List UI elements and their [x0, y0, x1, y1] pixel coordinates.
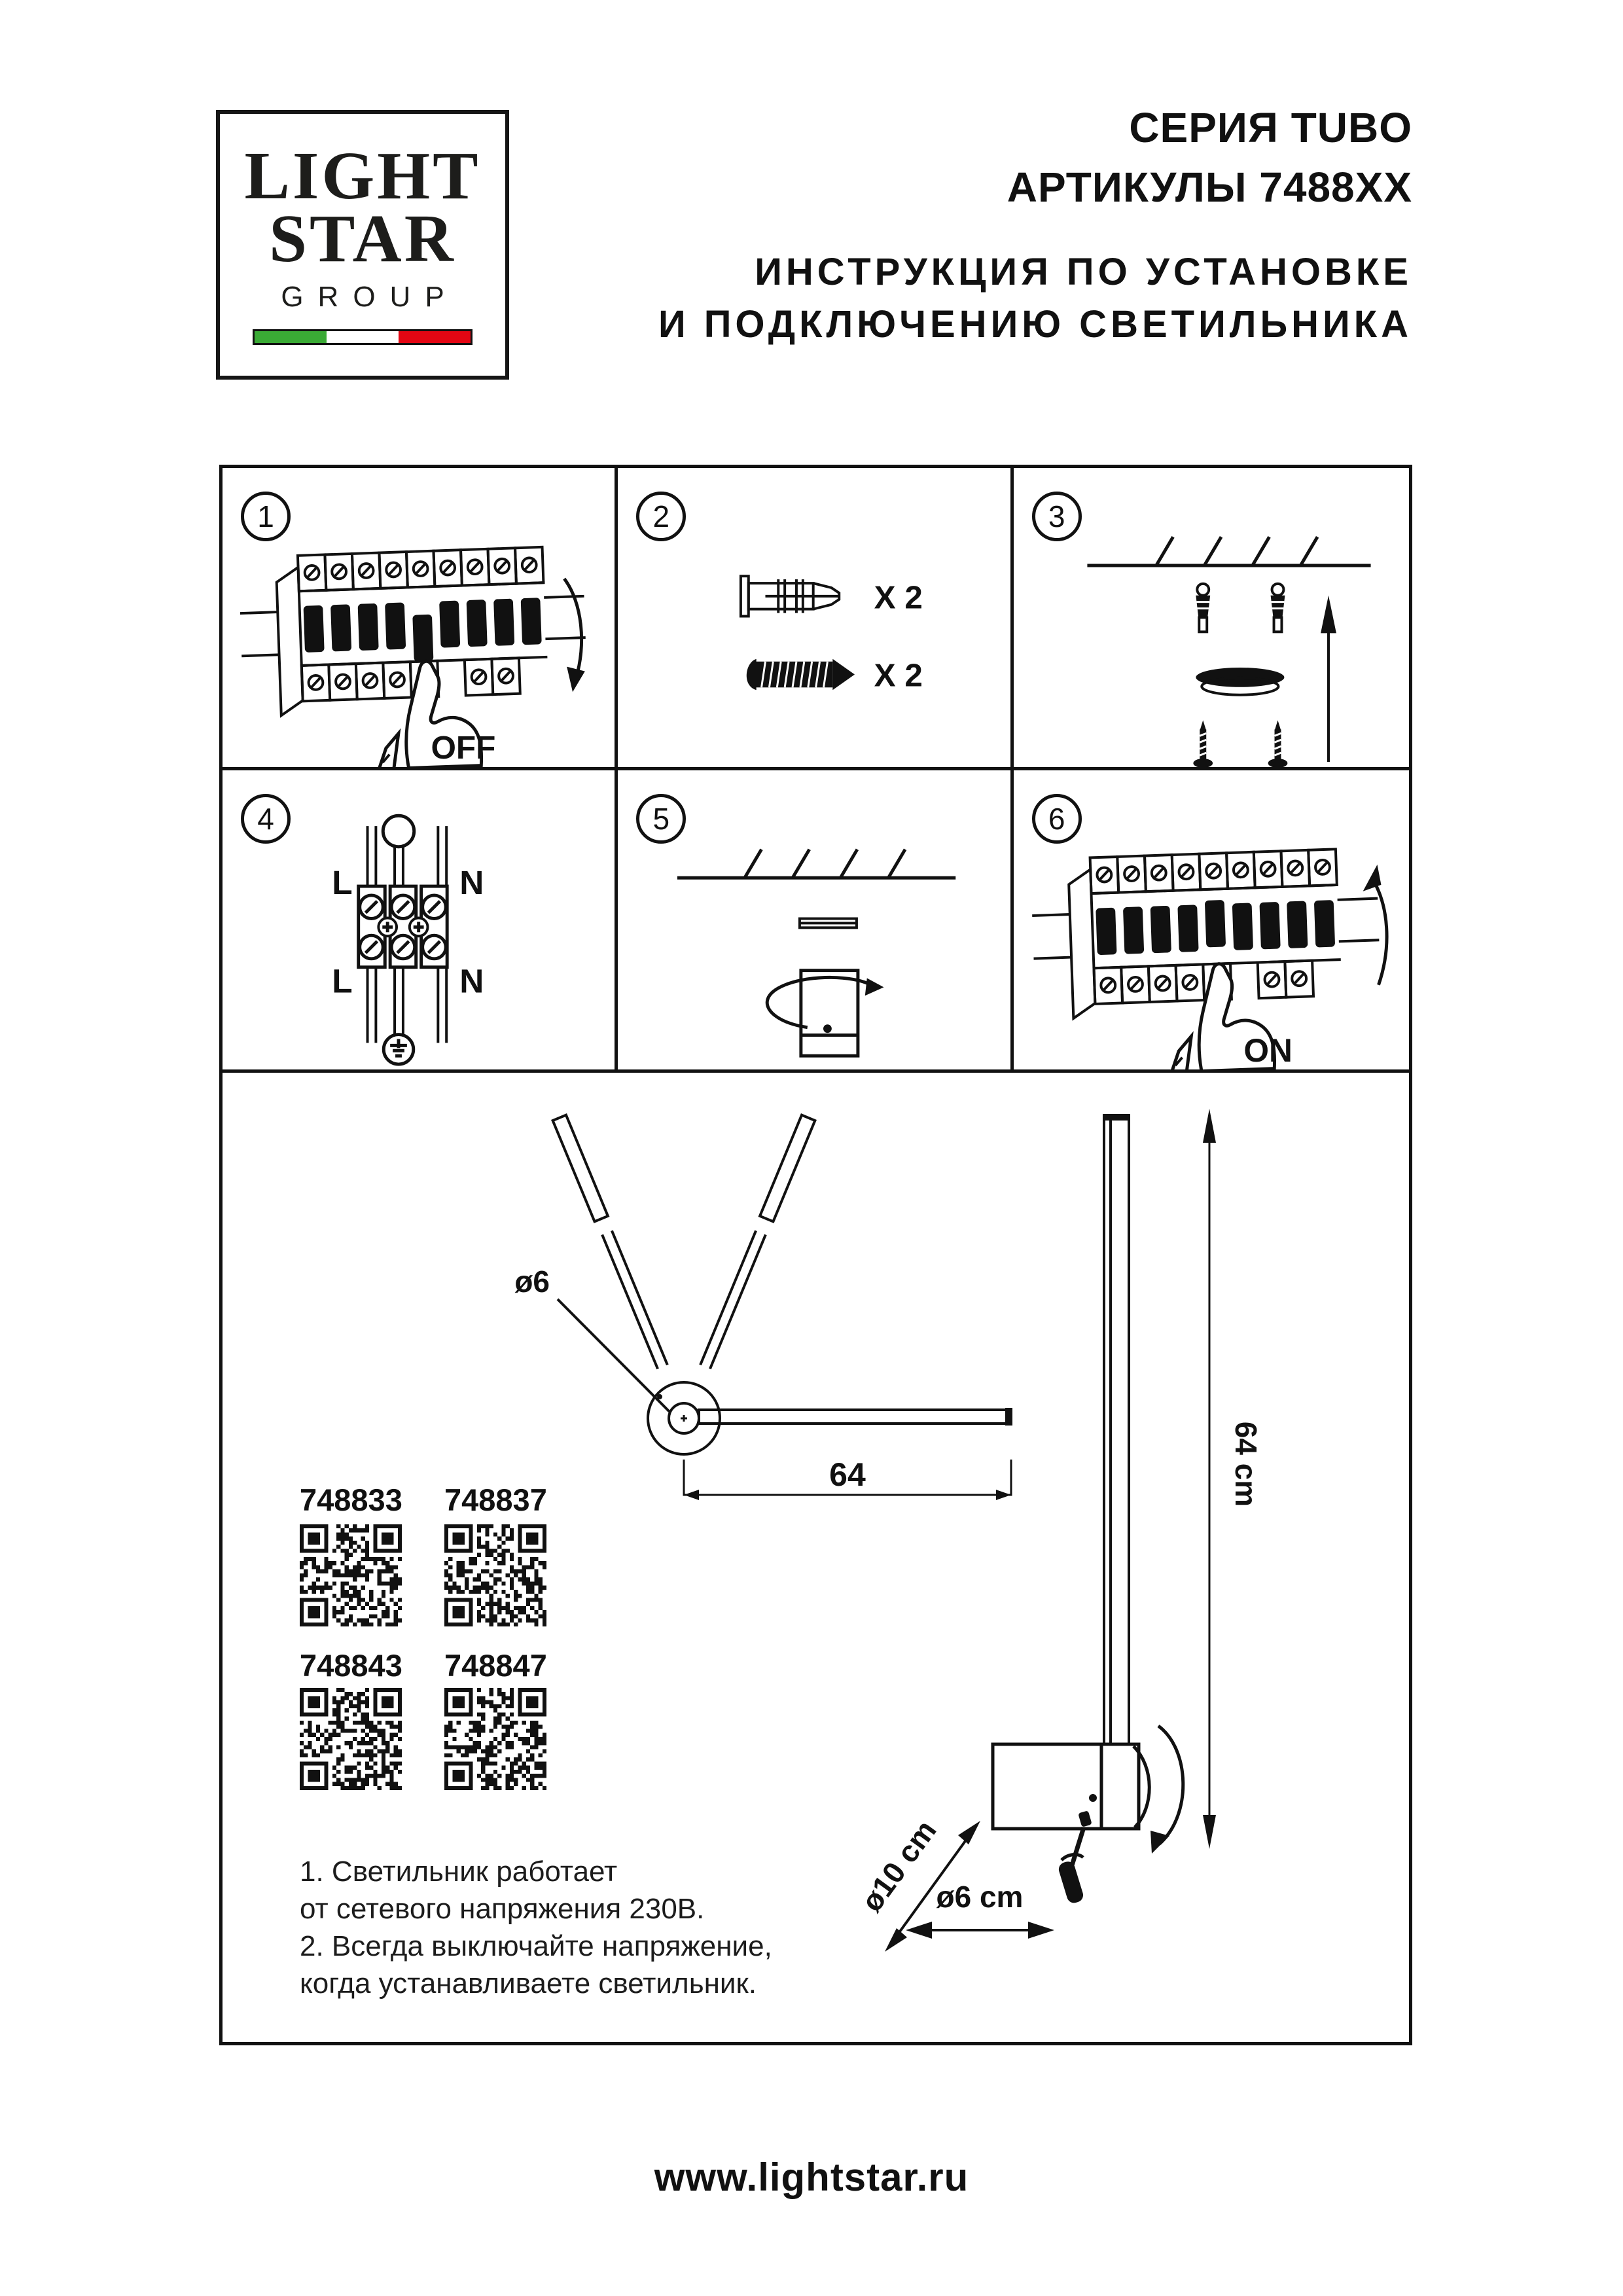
flag-white-stripe	[327, 331, 399, 343]
off-label: OFF	[431, 730, 496, 766]
wall-plug-up-right	[1270, 584, 1285, 632]
terminal-screw	[360, 895, 383, 919]
italian-flag-bar	[253, 329, 473, 345]
circuit-breaker	[238, 546, 590, 767]
breaker-toggles	[1096, 896, 1335, 955]
product-code-748843: 748843	[300, 1648, 402, 1683]
articles-title: АРТИКУЛЫ 7488XX	[1007, 163, 1412, 211]
arm-length-label: 64	[829, 1456, 866, 1494]
mount-direction-arrow	[1321, 596, 1336, 762]
turn-on-arrow	[1372, 878, 1387, 985]
mounting-plate	[1196, 668, 1284, 695]
terminal-screw	[360, 935, 383, 959]
step-4-number: 4	[241, 794, 291, 844]
turn-off-arrow	[564, 579, 581, 678]
website-url: www.lightstar.ru	[654, 2155, 969, 2199]
ceiling-surface	[677, 850, 955, 878]
cup-body	[993, 1744, 1149, 1829]
cup-rotate-arrow	[1150, 1726, 1183, 1854]
step-6-number: 6	[1032, 794, 1082, 844]
step-1-number: 1	[241, 492, 291, 541]
flag-red-stripe	[399, 331, 471, 343]
flag-green-stripe	[255, 331, 327, 343]
step-3-panel	[1014, 468, 1409, 770]
instruction-title-line1: ИНСТРУКЦИЯ ПО УСТАНОВКЕ	[755, 250, 1412, 293]
product-code-748837: 748837	[444, 1482, 547, 1517]
product-code-748833: 748833	[300, 1482, 402, 1517]
instruction-steps-grid	[219, 465, 1412, 2045]
screw-left	[1193, 720, 1213, 767]
plate-diameter-label: ø10 cm	[854, 1814, 943, 1918]
instruction-title-line2: И ПОДКЛЮЧЕНИЮ СВЕТИЛЬНИКА	[658, 302, 1412, 346]
screw-qty-label: X 2	[874, 657, 923, 694]
step-6-panel	[1014, 770, 1409, 1073]
qr-code-748843	[300, 1688, 402, 1790]
mounted-plate	[800, 919, 857, 928]
neutral-label-bottom: N	[459, 961, 484, 1000]
clamp-screw	[410, 918, 428, 937]
note-line: 1. Светильник работает	[300, 1856, 618, 1888]
screw-right	[1268, 720, 1287, 767]
ceiling-surface	[1087, 537, 1370, 565]
terminal-screw	[391, 935, 415, 959]
circuit-breaker	[1030, 848, 1383, 1069]
rotate-arrow	[768, 977, 884, 1027]
terminal-screw	[391, 895, 415, 919]
qr-code-748833	[300, 1524, 402, 1626]
dimensions-panel	[223, 1073, 1409, 2042]
earth-symbol	[383, 1035, 413, 1064]
step-2-number: 2	[636, 492, 686, 541]
logo-word-star: STAR	[269, 201, 456, 276]
lamp-top-view	[514, 1115, 1012, 1500]
line-label-bottom: L	[332, 961, 353, 1000]
cup-diameter-dimension	[906, 1880, 1054, 1939]
clamp-screw	[378, 918, 397, 937]
step-1-panel	[223, 468, 618, 770]
note-line: от сетевого напряжения 230В.	[300, 1893, 705, 1925]
step-5-number: 5	[636, 794, 686, 844]
tube-tilted-right-position	[698, 1115, 815, 1370]
height-dimension	[1203, 1109, 1263, 1849]
terminal-screw	[423, 895, 446, 919]
lightstar-logo	[216, 110, 509, 380]
tube-tilted-left-position	[553, 1115, 669, 1370]
tube-height-label: 64 cm	[1228, 1421, 1263, 1507]
safety-notes	[300, 1853, 772, 2002]
step-5-panel	[618, 770, 1013, 1073]
note-line: когда устанавливаете светильник.	[300, 1967, 757, 2000]
turn-off-arrowhead	[567, 667, 585, 692]
neutral-label-top: N	[459, 863, 484, 901]
tube-horizontal-position	[699, 1408, 1012, 1426]
length-dimension	[684, 1456, 1011, 1500]
qr-code-748847	[444, 1688, 546, 1790]
lamp-cup-body	[801, 971, 858, 1056]
product-code-748847: 748847	[444, 1648, 547, 1683]
qr-code-748837	[444, 1524, 546, 1626]
wall-plug-icon	[741, 576, 839, 616]
line-label-top: L	[332, 863, 353, 901]
terminal-screw	[423, 935, 446, 959]
document-title	[658, 98, 1412, 351]
lamp-side-view	[854, 1109, 1263, 1952]
cup-diameter-label: ø6 cm	[936, 1879, 1024, 1914]
logo-word-light: LIGHT	[244, 138, 481, 214]
note-line: 2. Всегда выключайте напряжение,	[300, 1930, 772, 1962]
set-screw-and-screwdriver	[1057, 1794, 1097, 1905]
screw-icon	[747, 659, 855, 690]
wall-plug-qty-label: X 2	[874, 579, 923, 616]
logo-word-group: GROUP	[281, 280, 459, 313]
breaker-toggles	[304, 598, 543, 666]
hub-diameter-label: ø6	[514, 1265, 550, 1299]
on-label: ON	[1243, 1032, 1293, 1069]
wall-plug-up-left	[1196, 584, 1210, 632]
step-4-panel	[223, 770, 618, 1073]
step-3-number: 3	[1032, 492, 1082, 541]
vertical-tube	[1103, 1114, 1130, 1744]
step-2-panel	[618, 468, 1013, 770]
series-title: СЕРИЯ TUBO	[1129, 104, 1412, 151]
